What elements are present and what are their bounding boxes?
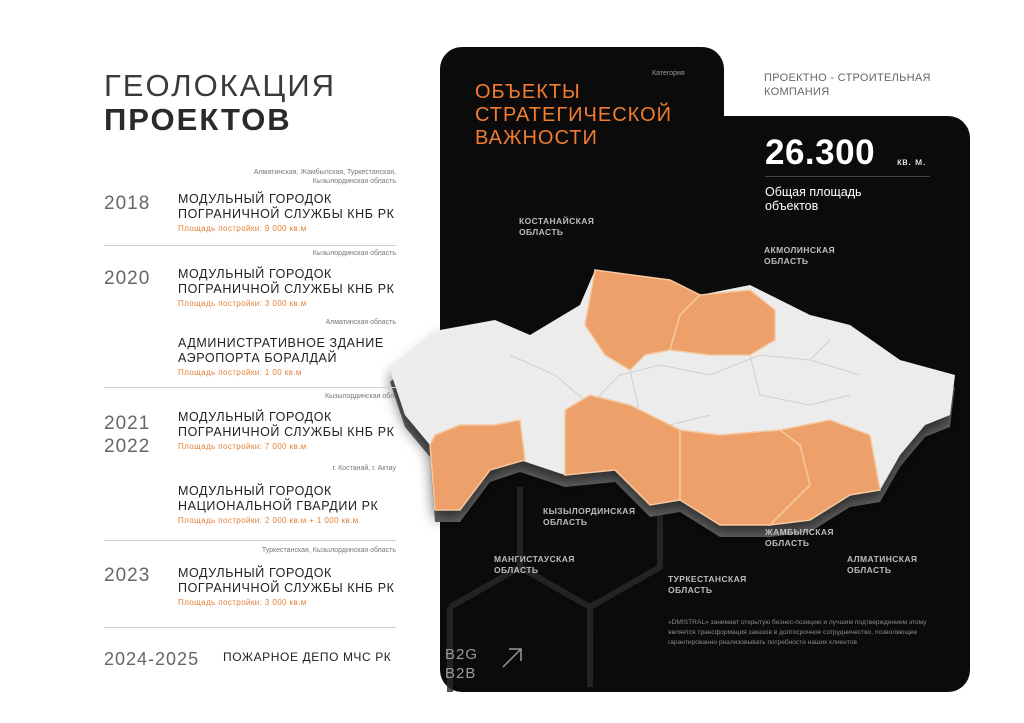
company-tagline: ПРОЕКТНО - СТРОИТЕЛЬНАЯ КОМПАНИЯ <box>764 72 931 98</box>
map-label-turkestan: ТУРКЕСТАНСКАЯ ОБЛАСТЬ <box>668 574 747 595</box>
project-entry <box>104 168 396 248</box>
map-label-kostanay: КОСТАНАЙСКАЯ ОБЛАСТЬ <box>519 216 595 237</box>
project-year: 2018 <box>104 193 151 214</box>
project-area: Площадь постройки: 9 000 кв.м <box>178 224 307 233</box>
project-entry <box>104 648 396 723</box>
page-title-line2: ПРОЕКТОВ <box>104 102 292 137</box>
list-divider <box>104 245 396 246</box>
company-footnote: «DMISTRAL» занимает открытую бизнес-позицию и лучшим подтверждением этому является трансформация заказов в долгосрочное сотрудничество, позволяющее гарантированно реализовывать потребности наших клиентов <box>668 619 927 646</box>
b2g-text: B2G <box>445 646 479 663</box>
map-label-zhambyl: ЖАМБЫЛСКАЯ ОБЛАСТЬ <box>765 527 834 548</box>
project-area: Площадь постройки: 2 000 кв.м + 1 000 кв.м <box>178 516 359 525</box>
project-entry <box>104 249 396 329</box>
list-divider <box>104 540 396 541</box>
project-region: Алматинская область <box>325 319 396 326</box>
category-label: Категория <box>652 70 685 77</box>
project-year: 2024-2025 <box>104 649 200 669</box>
page-title-line1: ГЕОЛОКАЦИЯ <box>104 68 337 103</box>
kazakhstan-map <box>380 255 960 555</box>
project-name: МОДУЛЬНЫЙ ГОРОДОК ПОГРАНИЧНОЙ СЛУЖБЫ КНБ РК <box>178 192 395 221</box>
project-year: 2023 <box>104 565 151 586</box>
total-area-unit: кв. м. <box>897 156 927 168</box>
project-region: Туркестанская, Кызылординская область <box>261 547 396 554</box>
map-label-almaty: АЛМАТИНСКАЯ ОБЛАСТЬ <box>847 554 918 575</box>
strategic-objects-title: ОБЪЕКТЫ СТРАТЕГИЧЕСКОЙ ВАЖНОСТИ <box>475 81 673 149</box>
map-label-akmola: АКМОЛИНСКАЯ ОБЛАСТЬ <box>764 245 835 266</box>
list-divider <box>104 627 396 628</box>
arrow-up-right-icon <box>500 646 524 670</box>
project-entry <box>104 546 396 626</box>
number-divider <box>765 176 930 177</box>
project-region: Кызылординская область <box>312 250 396 257</box>
project-name: МОДУЛЬНЫЙ ГОРОДОК ПОГРАНИЧНОЙ СЛУЖБЫ КНБ РК <box>178 410 395 439</box>
project-name: МОДУЛЬНЫЙ ГОРОДОК ПОГРАНИЧНОЙ СЛУЖБЫ КНБ РК <box>178 566 395 595</box>
map-label-kyzylorda: КЫЗЫЛОРДИНСКАЯ ОБЛАСТЬ <box>543 506 636 527</box>
project-region: Алматинская, Жамбылская, Туркестанская, Кызылординская область <box>253 169 396 185</box>
b2g-b2b-label <box>445 645 478 683</box>
list-divider <box>104 387 396 388</box>
project-name: МОДУЛЬНЫЙ ГОРОДОК ПОГРАНИЧНОЙ СЛУЖБЫ КНБ РК <box>178 267 395 296</box>
project-entry <box>104 318 396 398</box>
map-label-mangistau: МАНГИСТАУСКАЯ ОБЛАСТЬ <box>494 554 575 575</box>
total-area-caption: Общая площадь объектов <box>765 185 862 213</box>
project-area: Площадь постройки: 7 000 кв.м <box>178 442 307 451</box>
project-name: ПОЖАРНОЕ ДЕПО МЧС РК <box>223 650 392 664</box>
b2b-text: B2B <box>445 665 477 682</box>
project-region: г. Костанай, г. Актау <box>332 465 396 472</box>
total-area-number: 26.300 <box>765 133 876 172</box>
project-area: Площадь постройки: 1 00 кв.м <box>178 368 302 377</box>
project-area: Площадь постройки: 3 000 кв.м <box>178 299 307 308</box>
project-entry <box>104 392 396 472</box>
project-year: 2020 <box>104 268 151 289</box>
project-entry <box>104 464 396 544</box>
project-name: АДМИНИСТРАТИВНОЕ ЗДАНИЕ АЭРОПОРТА БОРАЛДАЙ <box>178 336 384 365</box>
project-area: Площадь постройки: 3 000 кв.м <box>178 598 307 607</box>
project-region: Кызылординская обл. <box>325 393 396 400</box>
project-name: МОДУЛЬНЫЙ ГОРОДОК НАЦИОНАЛЬНОЙ ГВАРДИИ РК <box>178 484 379 513</box>
project-year: 2021 2022 <box>104 413 151 457</box>
